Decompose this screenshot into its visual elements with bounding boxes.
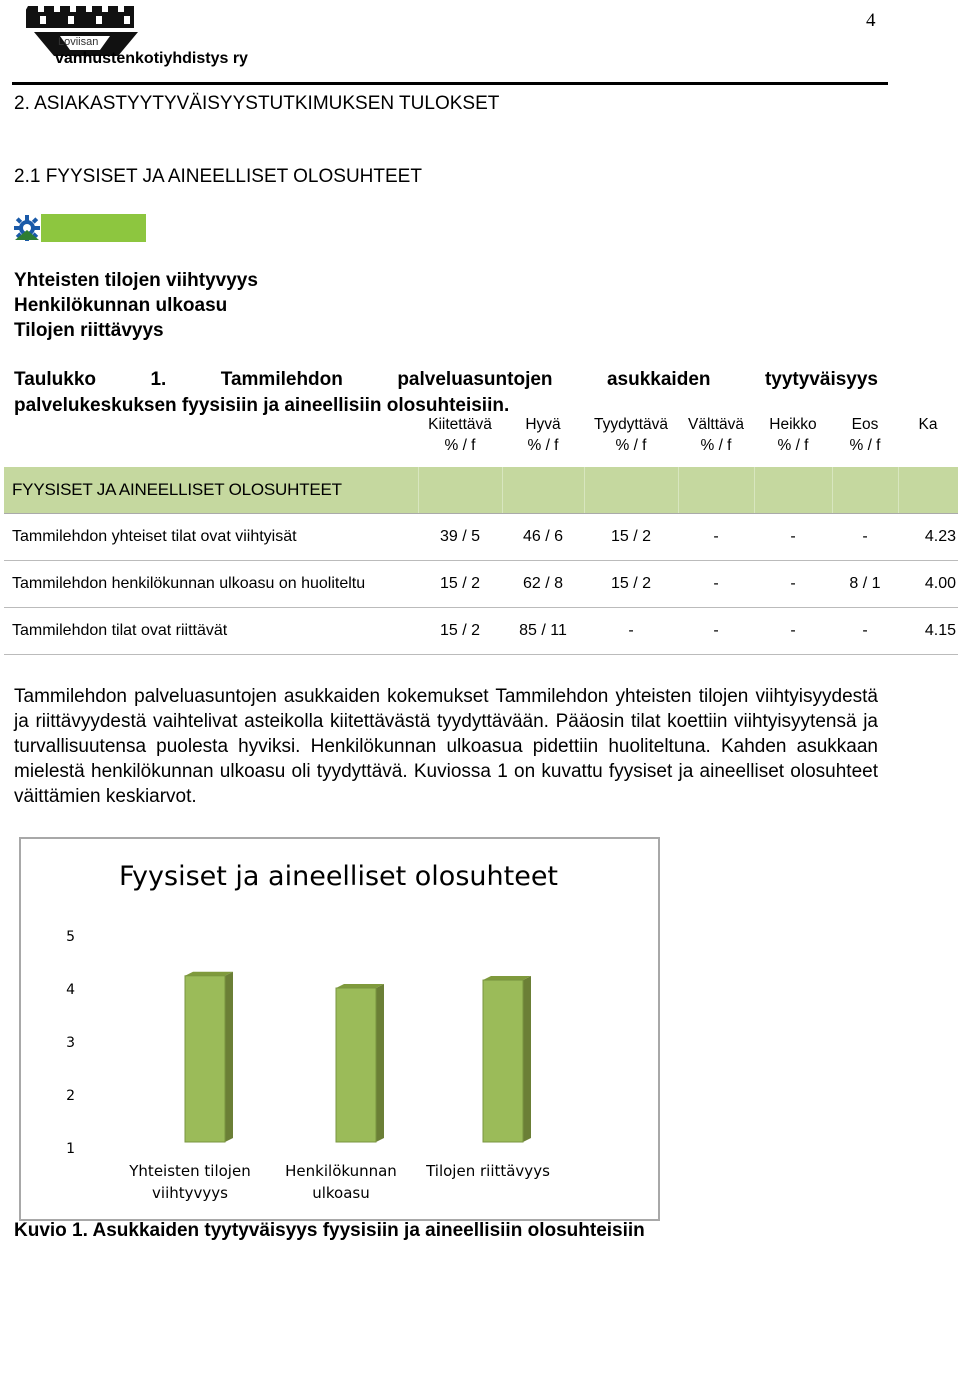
gear-icon	[13, 214, 41, 242]
topic-item: Tilojen riittävyys	[14, 320, 164, 341]
table-row	[4, 608, 958, 655]
column-header: Kiitettävä % / f	[428, 416, 492, 454]
column-header: Välttävä % / f	[687, 416, 744, 454]
bar-side	[523, 976, 531, 1142]
x-tick-label: Yhteisten tilojen	[129, 1162, 251, 1180]
results-table	[4, 414, 958, 655]
table-row	[4, 514, 958, 561]
table-cell: 15 / 2	[418, 608, 502, 655]
table-cell: 39 / 5	[418, 514, 502, 561]
average-cell: 4.23	[898, 514, 958, 561]
table-cell: -	[832, 608, 898, 655]
table-caption-line2: palvelukeskuksen fyysisiin ja aineellisiin olosuhteisiin.	[14, 395, 510, 416]
org-small-text: Loviisan	[58, 36, 99, 48]
header-empty-cell	[4, 414, 418, 467]
table-section-row	[4, 467, 958, 514]
table-caption-line1: Taulukko 1. Tammilehdon palveluasuntojen asukkaiden tyytyväisyys	[14, 369, 878, 390]
row-label: Tammilehdon henkilökunnan ulkoasu on huoliteltu	[4, 561, 418, 608]
table-cell: 15 / 2	[584, 561, 678, 608]
table-cell: -	[754, 514, 832, 561]
topic-list	[14, 268, 258, 343]
chart-frame	[19, 837, 660, 1221]
x-tick-label: viihtyvyys	[152, 1184, 228, 1202]
topic-item: Yhteisten tilojen viihtyvyys	[14, 270, 258, 291]
bar-side	[376, 984, 384, 1142]
figure-caption: Kuvio 1. Asukkaiden tyytyväisyys fyysisiin ja aineellisiin olosuhteisiin	[14, 1220, 645, 1241]
table-cell: 15 / 2	[418, 561, 502, 608]
column-header: Tyydyttävä % / f	[593, 416, 669, 454]
bar	[336, 988, 376, 1142]
column-header: Hyvä % / f	[525, 416, 561, 454]
y-tick-label: 1	[66, 1141, 75, 1157]
bar-top	[336, 984, 384, 988]
bar-chart	[21, 839, 658, 1219]
column-header: Heikko % / f	[769, 416, 817, 454]
y-tick-label: 2	[66, 1088, 75, 1104]
x-tick-label: Tilojen riittävyys	[426, 1162, 550, 1180]
x-tick-label: ulkoasu	[312, 1184, 370, 1202]
table-cell: 46 / 6	[502, 514, 584, 561]
table-cell: 62 / 8	[502, 561, 584, 608]
chart-title: Fyysiset ja aineelliset olosuhteet	[119, 861, 559, 892]
bar-top	[185, 972, 233, 976]
table-cell: 85 / 11	[502, 608, 584, 655]
table-cell: -	[832, 514, 898, 561]
body-paragraph: Tammilehdon palveluasuntojen asukkaiden kokemukset Tammilehdon yhteisten tilojen viihtyisyydestä ja riittävyydestä vaihtelivat asteikolla kiitettävästä tyydyttävään. Pääosin tilat koettiin viihtyisyytensä ja turvallisuutensa puolesta hyviksi. Henkilökunnan ulkoasua pidettiin huoliteltuna. Kahden asukkaan mielestä henkilökunnan ulkoasu oli tyydyttävä. Kuviossa 1 on kuvattu fyysiset ja aineelliset olosuhteet väittämien keskiarvot.	[14, 686, 878, 807]
header-rule	[12, 82, 888, 85]
y-tick-label: 5	[66, 929, 75, 945]
table-cell: -	[584, 608, 678, 655]
page-number: 4	[866, 10, 876, 31]
table-cell: -	[754, 561, 832, 608]
bar	[483, 980, 523, 1142]
row-label: Tammilehdon yhteiset tilat ovat viihtyisät	[4, 514, 418, 561]
table-header-row	[4, 414, 958, 467]
bar-top	[483, 976, 531, 980]
table-cell: 8 / 1	[832, 561, 898, 608]
topic-item: Henkilökunnan ulkoasu	[14, 295, 228, 316]
row-label: Tammilehdon tilat ovat riittävät	[4, 608, 418, 655]
column-header: Ka	[918, 416, 938, 433]
table-caption	[14, 367, 878, 419]
column-header: Eos % / f	[849, 416, 881, 454]
table-cell: -	[754, 608, 832, 655]
y-tick-label: 4	[66, 982, 75, 998]
bar-side	[225, 972, 233, 1142]
bar	[185, 976, 225, 1142]
average-cell: 4.00	[898, 561, 958, 608]
average-cell: 4.15	[898, 608, 958, 655]
x-tick-label: Henkilökunnan	[285, 1162, 397, 1180]
section-heading: 2. ASIAKASTYYTYVÄISYYSTUTKIMUKSEN TULOKSET	[14, 93, 500, 114]
table-cell: -	[678, 561, 754, 608]
subsection-heading: 2.1 FYYSISET JA AINEELLISET OLOSUHTEET	[14, 166, 422, 187]
y-tick-label: 3	[66, 1035, 75, 1051]
table-cell: -	[678, 608, 754, 655]
table-cell: -	[678, 514, 754, 561]
table-row	[4, 561, 958, 608]
table-cell: 15 / 2	[584, 514, 678, 561]
org-name: vanhustenkotiyhdistys ry	[55, 50, 248, 67]
section-label: FYYSISET JA AINEELLISET OLOSUHTEET	[4, 467, 418, 514]
